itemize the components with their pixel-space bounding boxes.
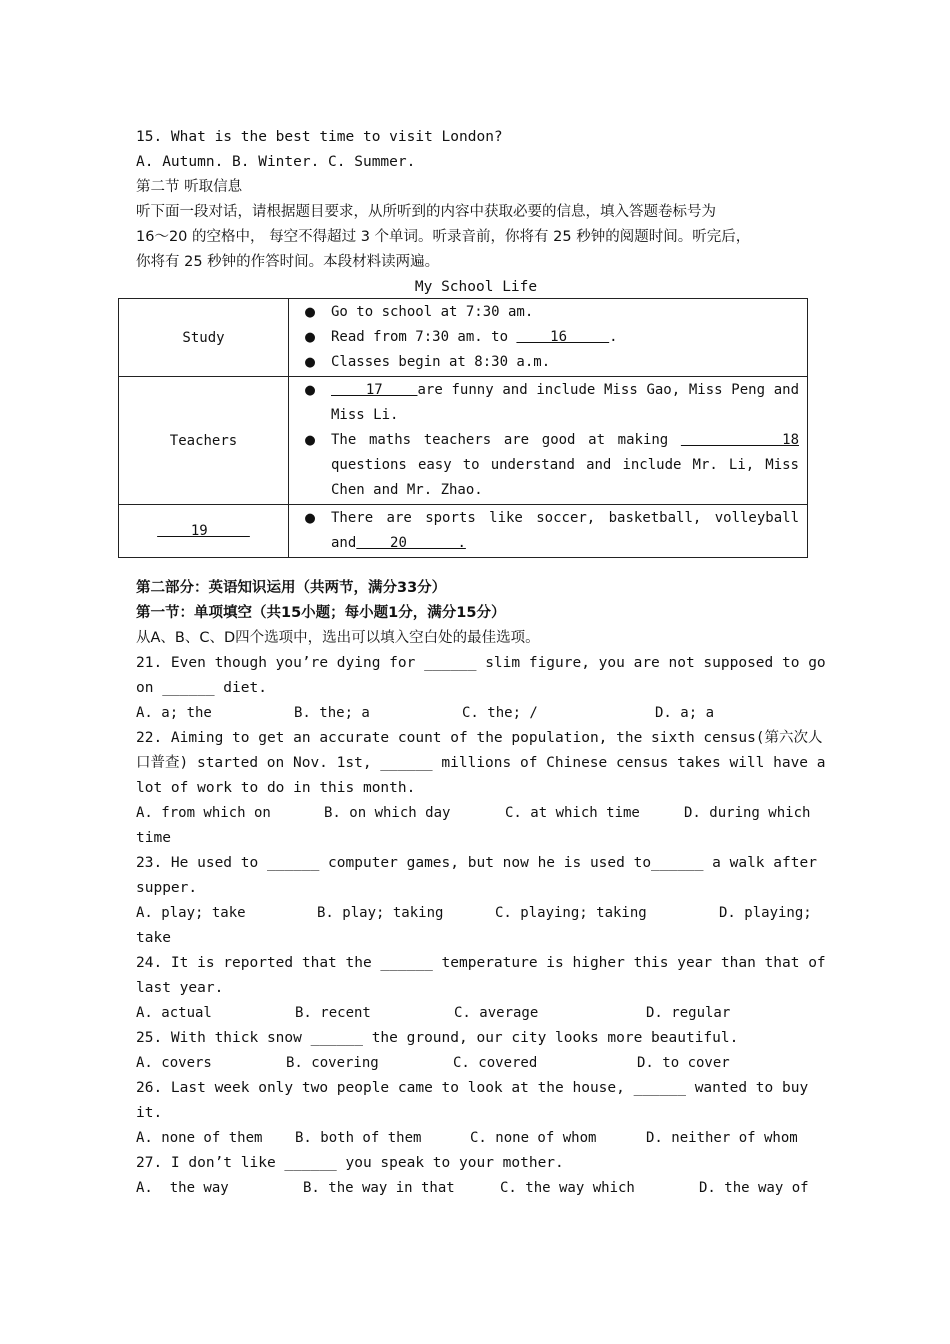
table-row: [119, 377, 808, 505]
question-line: 21. Even though you’re dying for ______ slim figure, you are not supposed to go: [136, 655, 826, 671]
bullet-item: ● 17 are funny and include Miss Gao, Miss Peng and Miss Li.: [289, 378, 807, 428]
question-15-options: A. Autumn. B. Winter. C. Summer.: [136, 154, 416, 170]
option: D. to cover: [637, 1055, 730, 1071]
category-cell: Teachers: [119, 377, 289, 505]
answer-blank-20[interactable]: 20 .: [356, 535, 466, 551]
bullet-icon: ●: [304, 383, 316, 398]
option: C. covered: [453, 1055, 538, 1071]
question-line: lot of work to do in this month.: [136, 780, 416, 796]
question-line: 27. I don’t like ______ you speak to your mother.: [136, 1155, 564, 1171]
details-cell: [289, 505, 808, 558]
options-row: [136, 901, 816, 926]
question-line: supper.: [136, 880, 198, 896]
bullet-item: ● The maths teachers are good at making 18 questions easy to understand and include Mr. Li, Miss Chen and Mr. Zhao.: [289, 428, 807, 503]
bullet-icon: ●: [304, 305, 316, 320]
option: A. actual: [136, 1005, 212, 1021]
instruction-line: 16～20 的空格中， 每空不得超过 3 个单词。听录音前，你将有 25 秒钟的阅题时间。听完后，: [136, 229, 751, 245]
options-row-continued: take: [136, 930, 171, 946]
question-line: it.: [136, 1105, 163, 1121]
question-line: 23. He used to ______ computer games, but now he is used to______ a walk after: [136, 855, 817, 871]
bullet-icon: ●: [304, 511, 316, 526]
option: A. covers: [136, 1055, 212, 1071]
option: D. the way of: [699, 1180, 809, 1196]
question-line: 口普查) started on Nov. 1st, ______ millions of Chinese census takes will have a: [136, 755, 826, 771]
bullet-icon: ●: [304, 355, 316, 370]
option: C. none of whom: [470, 1130, 597, 1146]
question-line: 22. Aiming to get an accurate count of the population, the sixth census(第六次人: [136, 730, 823, 746]
option: B. both of them: [295, 1130, 422, 1146]
option: D. during which: [684, 805, 811, 821]
option: D. regular: [646, 1005, 731, 1021]
sub-heading: 第一节：单项填空（共15小题；每小题1分，满分15分）: [136, 605, 506, 621]
option: A. from which on: [136, 805, 271, 821]
options-row: [136, 1051, 816, 1076]
question-line: last year.: [136, 980, 224, 996]
bullet-item: ● Go to school at 7:30 am.: [289, 300, 807, 325]
category-cell: [119, 505, 289, 558]
bullet-icon: ●: [304, 330, 316, 345]
option: A. a; the: [136, 705, 212, 721]
option: D. a; a: [655, 705, 715, 721]
details-cell: [289, 299, 808, 377]
question-line: 26. Last week only two people came to look at the house, ______ wanted to buy: [136, 1080, 809, 1096]
option: A. the way: [136, 1180, 229, 1196]
table-row: [119, 299, 808, 377]
option: B. the; a: [294, 705, 370, 721]
options-row: [136, 701, 816, 726]
exam-page: [136, 125, 816, 300]
option: B. the way in that: [303, 1180, 455, 1196]
instruction-line: 听下面一段对话，请根据题目要求，从所听到的内容中获取必要的信息，填入答题卷标号为: [136, 204, 716, 220]
options-row: [136, 1126, 816, 1151]
option: A. play; take: [136, 905, 246, 921]
section-heading: 第二节 听取信息: [136, 179, 243, 195]
option: B. covering: [286, 1055, 379, 1071]
part-instruction: 从A、B、C、D四个选项中，选出可以填入空白处的最佳选项。: [136, 630, 540, 646]
option: D. neither of whom: [646, 1130, 798, 1146]
table-title: My School Life: [414, 279, 538, 295]
option: A. none of them: [136, 1130, 263, 1146]
school-life-table: [118, 298, 808, 558]
options-row: [136, 1176, 816, 1201]
table-row: [119, 505, 808, 558]
answer-blank-16[interactable]: 16: [516, 329, 610, 345]
option: C. the; /: [462, 705, 538, 721]
options-row: [136, 1001, 816, 1026]
option: B. on which day: [324, 805, 451, 821]
question-line: 25. With thick snow ______ the ground, our city looks more beautiful.: [136, 1030, 739, 1046]
option: C. at which time: [505, 805, 640, 821]
option: C. the way which: [500, 1180, 635, 1196]
option: B. recent: [295, 1005, 371, 1021]
bullet-item: ● Classes begin at 8:30 a.m.: [289, 350, 807, 375]
option: B. play; taking: [317, 905, 444, 921]
answer-blank-17[interactable]: 17: [331, 382, 418, 398]
option: D. playing;: [719, 905, 812, 921]
answer-blank-19[interactable]: 19: [157, 523, 250, 539]
question-line: on ______ diet.: [136, 680, 267, 696]
option: C. playing; taking: [495, 905, 647, 921]
bullet-item: ● There are sports like soccer, basketball, volleyball and 20 .: [289, 506, 807, 556]
part-two: [136, 576, 826, 1201]
bullet-icon: ●: [304, 433, 316, 448]
details-cell: [289, 377, 808, 505]
option: C. average: [454, 1005, 539, 1021]
answer-blank-18[interactable]: 18: [680, 432, 799, 448]
question-15-stem: 15. What is the best time to visit London?: [136, 129, 503, 145]
part-heading: 第二部分：英语知识运用（共两节，满分33分）: [136, 580, 447, 596]
question-line: 24. It is reported that the ______ temperature is higher this year than that of: [136, 955, 826, 971]
category-cell: Study: [119, 299, 289, 377]
instruction-line: 你将有 25 秒钟的作答时间。本段材料读两遍。: [136, 254, 440, 270]
options-row: [136, 801, 816, 826]
bullet-item: ● Read from 7:30 am. to 16 .: [289, 325, 807, 350]
options-row-continued: time: [136, 830, 171, 846]
